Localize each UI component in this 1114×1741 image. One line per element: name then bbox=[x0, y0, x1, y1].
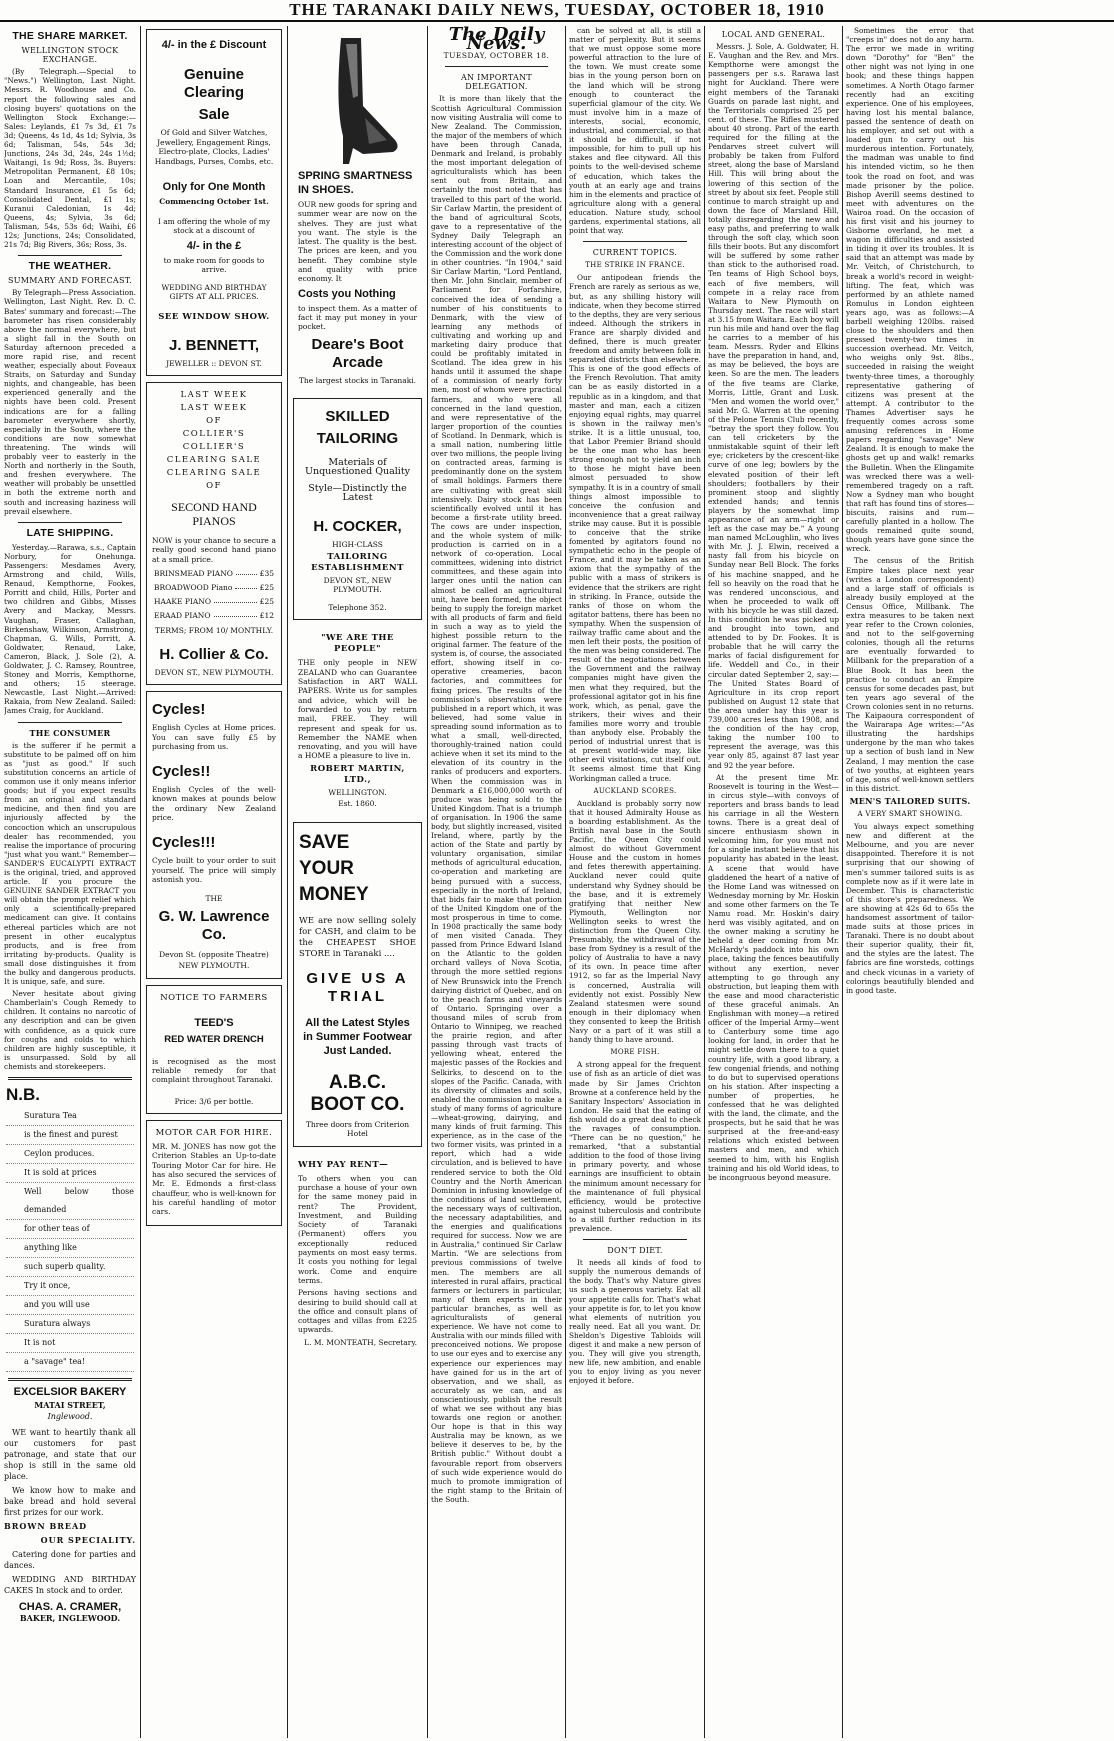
bakery-town: Inglewood. bbox=[47, 1412, 93, 1422]
column-6 bbox=[708, 26, 839, 1738]
collier-firm: H. Collier & Co. bbox=[159, 645, 269, 663]
clearing-sale-label: CLEARING SALE bbox=[166, 468, 262, 478]
rent-heading: WHY PAY RENT— bbox=[298, 1159, 389, 1170]
cocker-name: H. COCKER, bbox=[313, 518, 402, 536]
abc-boot-co-address: Three doors from Criterion Hotel bbox=[305, 1119, 410, 1139]
drench-price: Price: 3/6 per bottle. bbox=[174, 1096, 254, 1106]
rent-body-2: Persons having sections and desiring to build should call at the office and consult plans of cottages and villas from £225 upwards. bbox=[298, 1288, 417, 1335]
cycles-text-1: English Cycles at Home prices. You can save fully £5 by purchasing from us. bbox=[152, 723, 276, 751]
style-text: Style—Distinctly the Latest bbox=[308, 483, 407, 504]
cocker-grade: HIGH-CLASS bbox=[332, 540, 383, 550]
people-heading: "WE ARE THE PEOPLE" bbox=[321, 633, 394, 655]
share-market-subheading: WELLINGTON STOCK EXCHANGE. bbox=[21, 46, 119, 65]
room-text: to make room for goods to arrive. bbox=[163, 255, 265, 274]
skilled-label: SKILLED bbox=[325, 408, 390, 426]
martin-firm: ROBERT MARTIN, LTD., bbox=[310, 763, 405, 785]
chamberlain-body: Never hesitate about giving Chamberlain's Cough Remedy to children. It contains no narcotic of any description and can be given with confidence, as a quick cure for coughs and colds to which children are highly susceptible, it is unsurpassed. Sold by all chemists and storekeepers. bbox=[4, 989, 136, 1071]
boot-co-body: WE are now selling solely for CASH, and claim to be the CHEAPEST SHOE STORE in Taranaki .... bbox=[299, 915, 416, 959]
motor-heading: MOTOR CAR FOR HIRE. bbox=[155, 1128, 273, 1139]
cycles-heading-1: Cycles! bbox=[152, 701, 206, 719]
divider bbox=[583, 1239, 687, 1240]
tea-line: and you will use bbox=[6, 1296, 134, 1315]
column-rule bbox=[140, 26, 141, 1738]
collier-address: DEVON ST., NEW PLYMOUTH. bbox=[154, 667, 274, 677]
piano-name: BROADWOOD Piano bbox=[154, 582, 233, 592]
piano-price-row bbox=[154, 611, 274, 620]
shipping-heading: LATE SHIPPING. bbox=[26, 526, 114, 539]
discount-heading: 4/- in the £ Discount bbox=[161, 39, 267, 51]
tea-line: Suratura always bbox=[6, 1315, 134, 1334]
give-trial: GIVE US A TRIAL bbox=[306, 969, 409, 1005]
lawrence-address-1: Devon St. (opposite Theatre) bbox=[159, 949, 269, 959]
bakery-prizes: We know how to make and bake bread and hold several first prizes for our work. bbox=[4, 1486, 136, 1518]
clearing-sale-label: CLEARING SALE bbox=[166, 455, 262, 465]
save-label: SAVE bbox=[299, 831, 350, 853]
column-5 bbox=[569, 26, 701, 1738]
clearing-title-2: Sale bbox=[198, 106, 230, 123]
tea-line: anything like bbox=[6, 1239, 134, 1258]
consumer-body: is the sufferer if he permit a substitute to be palmed off on him as "just as good." If such substitution concerns an article of common use it only means inferior goods; but if you expect results from an original and standard medicine, and then find you are injuriously affected by the concoction which an unscrupulous dealer has recommended, you realise the importance of procuring "just what you want." Remember—SANDER'S EUCALYPTI EXTRACT is the original, tried, and approved article. If you procure the GENUINE SANDER EXTRACT you will obtain the prompt relief which only a scientifically-prepared medicament can give. It contains ethereal particles which are not present in other eucalyptus products, and is free from irritating by-products. Quality is small dose distinguishes it from the bulky and dangerous products. It is unique, safe, and sure. bbox=[4, 740, 136, 987]
window-show: SEE WINDOW SHOW. bbox=[158, 311, 270, 322]
column-rule bbox=[842, 26, 843, 1738]
last-week: LAST WEEK bbox=[180, 390, 248, 400]
robert-martin-ad bbox=[293, 626, 422, 815]
share-market-body: (By Telegraph.—Special to "News.") Wellington, Last Night. Messrs. R. Woodhouse and Co. report the following sales and closing buyers' quotations on the Wellington Stock Exchange:—Sales: Leylands, £1 7s 3d, £1 7s 3d; Queens, 4s 1d, 4s 1d; Sylvia, 3s 6d; Talisman, 54s, 54s 3d; Junctions, 24s 3d, 24s, 24s 1½d; Waitangi, 1s 9d; Ross, 3s. Buyers: Metropolitan Permanent, £8 10s; Loan and Mercantile, 10s; Standard Insurance, £1 5s 6d; Consolidated Dental, £1 1s; Kuranui Caledonian, 1s 4d; Queens, 4s; Sylvia, 3s 6d; Talisman, 54s, 53s 6d; Waihi, £6 12s; Junctions, 24s; Consolidated, 21s 7d; Big Rivers, 36s; Ross, 3s. bbox=[4, 67, 136, 250]
newspaper-masthead: THE TARANAKI DAILY NEWS, TUESDAY, OCTOBER 18, 1910 bbox=[0, 0, 1114, 22]
current-topics-heading: CURRENT TOPICS. bbox=[592, 248, 678, 258]
column-rule bbox=[704, 26, 705, 1738]
piano-name: ERAAD PIANO bbox=[154, 611, 211, 621]
offer-text: I am offering the whole of my stock at a discount of bbox=[157, 216, 271, 235]
teeds-name: TEED'S bbox=[194, 1016, 234, 1029]
piano-terms: TERMS; FROM 10/ MONTHLY. bbox=[154, 626, 274, 636]
share-market-heading: THE SHARE MARKET. bbox=[12, 30, 128, 42]
divider bbox=[583, 241, 687, 242]
second-hand-pianos: SECOND HAND PIANOS bbox=[171, 500, 257, 528]
your-label: YOUR bbox=[299, 857, 354, 879]
tea-line: Suratura Tea bbox=[6, 1107, 134, 1126]
lawrence-cycles-ad bbox=[146, 691, 282, 978]
of-label: OF bbox=[206, 481, 222, 491]
tea-line: It is sold at prices bbox=[6, 1164, 134, 1183]
delegation-body: It is more than likely that the Scottish Agricultural Commission now visiting Australia will come to New Zealand. The Commission, the major of the members of which have been through Canada, Denmark and Ireland, is probably the most important delegation of agriculturalists which has been sent out from Britain, and certainly the most noted that has travelled to this part of the world. Sir Carlaw Martin, the president of the band of agricultural Scots, gave to a representative of the Sydney Daily Telegraph an interesting account of the object of the Commission and the work done in other countries. "In 1904," said Sir Carlaw Martin, "Lord Pentland, then Mr. John Sinclair, member of Parliament for Forfarshire, conceived the idea of sending a number of his constituents to Denmark, with the view of learning any methods of cultivating and working up and marketing dairy produce that could be profitably imitated in Scotland. The idea grew in his hands until it assumed the shape of a commission of nearly forty men, most of whom were practical farmers, and who were all concerned in the land question, and were representative of the larger proportion of the counties of Scotland. In Denmark, which is a small nation, numbering little over two millions, the people living on contracted areas, farming is predominantly done on the system of small holdings. Farmers there are cultivating with great skill intensively. Dairy stock has been scientifically evolved until it has become a first-rate utility breed. The cows are under inspection, and the whole system of milk-production is carried on in a network of co-operation. Local committees, widening into district committees, and these again into larger ones until the nation can almost be called an agricultural unit, have been formed, the object being to supply the foreign market with all products of farm and field in such a way as to yield the highest possible return to the original farmer. The feature of the system is, of course, the associated effort, showing itself in co-operative creameries, bacon factories, and committees for fixing prices. The results of the commission's observations were published in a report which, it was believed, had some value in spreading sound information as to what a small, well-directed, thoroughly-trained nation could achieve when it set its mind to the elevation of its country in the ranks of producers and exporters. When the commission was in Denmark a £16,000,000 worth of produce was being sold to the United Kingdom. That is a triumph of organisation. In 1906 the same body, but slightly increased, visited Ireland, where, partly by the action of the State and partly by voluntary organisation, similar methods of agricultural education, co-operation and marketing are being pursued with a success, especially in the north of Ireland, that bids fair to make that portion of the United Kingdom one of the most prosperous in time to come. In 1908 practically the same body of men visited Canada. They passed from Prince Edward Island on the Atlantic to the golden orchard valleys of Nova Scotia, through the more settled regions of New Brunswick into the French dairying district of Quebec, and on to the peach farms and vineyards of Ontario. Springing over a thousand miles of scrub from Ontario to Winnipeg, we reached the prairie region, and after passing through vast tracts of yellowing wheat, entered the majestic passes of the Rockies and Selkirks, to descend on to the slopes of the Pacific. Canada, with its diversity of climates and soils, enabled the commission to make a study of many forms of agriculture—wheat-growing, dairying, and many kinds of fruit farming. This experience, as in the case of the two former visits, was printed in a report, which had a wide circulation, and is believed to have rendered service to both the Old Country and the North American Dominion in infusing knowledge of the conditions of land settlement, the necessary ways of cultivation, the necessary adaptabilities, and the energies and qualifications required for success. Now we are in Australia," continued Sir Carlaw Martin. "We are selections from previous commissions of twelve men. The members are all interested in rural affairs, practical farmers or lecturers in particular, many of them experts in their particular branches, as well as agriculturalists of general experience. We have not come to Australia with our minds filled with preconceived notions. We propose to use our eyes and to exercise any experience our experiences may have gained for us in the art of observation, and we shall, as accurately as we can, and as conscientiously, publish the result of what we see without any bias towards one region or another. Our hope is that in this way Australia may be known, as we believe it deserves to be, by the British public." Without doubt a favourable report from observers of such wide experience would do much to promote immigration of the right stamp to the Britain of the South. bbox=[431, 94, 562, 1504]
dot-leader bbox=[214, 597, 257, 603]
piano-price: £25 bbox=[259, 582, 274, 592]
piano-name: BRINSMEAD PIANO bbox=[154, 568, 233, 578]
building-society-ad bbox=[293, 1153, 422, 1352]
dot-leader bbox=[214, 611, 257, 617]
divider bbox=[18, 255, 122, 256]
divider bbox=[8, 1378, 132, 1381]
column-1 bbox=[4, 26, 136, 1738]
tea-line: Ceylon produces. bbox=[6, 1145, 134, 1164]
suits-subheading: A VERY SMART SHOWING. bbox=[857, 809, 963, 818]
lawrence-firm: G. W. Lawrence Co. bbox=[158, 907, 270, 943]
tea-line: Well below those demanded bbox=[6, 1183, 134, 1220]
boot-co-styles: All the Latest Styles in Summer Footwear Just Landed. bbox=[303, 1016, 412, 1057]
rent-body: To others when you can purchase a house of your own for the same money paid in rent? The Provident, Investment, and Building Society of Taranaki (Permanent) offers you exceptionally reduced payments on most easy terms. It costs you nothing for legal work. Come and enquire terms. bbox=[298, 1173, 417, 1285]
divider bbox=[8, 1077, 132, 1080]
motor-body: MR. M. JONES has now got the Criterion Stables an Up-to-date Touring Motor Car for hire. He has also secured the services of Mr. E. Edmonds a first-class chauffeur, who is well-known for his careful handling of motor cars. bbox=[152, 1142, 276, 1217]
shoe-icon bbox=[313, 36, 403, 166]
excelsior-bakery-ad bbox=[4, 1387, 136, 1624]
pianos-now-text: NOW is your chance to secure a really good second hand piano at a small price. bbox=[152, 536, 276, 564]
weather-body: By Telegraph—Press Association. Wellington, Last Night. Rev. D. C. Bates' summary and forecast:—The barometer has risen considerably above the normal everywhere, but a slight fall in the South on Saturday afternoon preceded a more rapid rise, and recent weather, especially about Foveaux Straits, on Saturday and Sunday nights, and changeable, has been experienced generally and the nights have been cold. Present indications are for a falling barometer everywhere shortly, especially in the South, where the conditions are now somewhat threatening. The winds will probably veer to easterly in the North and northerly in the South, and freshen everywhere. The weather will probably be unsettled in both the extreme north and south and increasing haziness will prevail elsewhere. bbox=[4, 288, 136, 516]
census-body: The census of the British Empire takes place next year (writes a London correspondent) and a large staff of officials is already busily employed at the Census Office, Millbank. The extra measures to be taken next year refer to the Crown colonies, and not to the self-governing colonies, though all the returns are eventually forwarded to Millbank for the preparation of a Blue Book. It has been the practice to conduct an Empire census for some decades past, but ten years ago several of the Crown colonies sent in no returns. The Kaipaoura correspondent of the Wairarapa Age writes:—"As illustrating the hardships undergone by the man who takes up a section of bush land in New Zealand, I may mention the case of two youths, at eighteen years of age, sons of well-known settlers in this district. bbox=[846, 556, 974, 793]
dont-diet-body: It needs all kinds of food to supply the numerous demands of the body. That's why Nature gives us such a generous variety. Eat all your appetite calls for. That's what your appetite is for, to let you know what elements of nutrition you really need. Eat all you want. Dr. Sheldon's Digestive Tabloids will digest it and make a new person of you. They will give you strength, new life, new ambition, and enable you to enjoy living as you never enjoyed it before. bbox=[569, 1258, 701, 1386]
lawrence-address-2: NEW PLYMOUTH. bbox=[178, 961, 250, 971]
bakery-speciality: OUR SPECIALITY. bbox=[40, 1535, 136, 1546]
column-rule bbox=[565, 26, 566, 1738]
suits-heading: MEN'S TAILORED SUITS. bbox=[849, 795, 971, 806]
bakery-street: MATAI STREET, bbox=[34, 1400, 106, 1411]
bennett-name: J. BENNETT, bbox=[168, 336, 259, 354]
costs-body: to inspect them. As a matter of fact it may put money in your pocket. bbox=[298, 303, 417, 332]
roosevelt-body: At the present time Mr. Roosevelt is touring in the West—in circus style—with convoys of reporters and brass bands to lead his carriage in all the Western towns. There is a great deal of sincere enthusiasm shown in welcoming him, for you must not for a single instant believe that his popularity has abated in the least. A scene that would have gladdened the heart of a native of the Home Land was witnessed on Wednesday morning by Mr. Hoskin and some other farmers on the Te Namu road. Mr. Hoskin's dairy herd was visibly agitated, and on the owner making a scrutiny he beheld a deer coming from Mr. McHardy's paddock into his own place, taking the fences beautifully without any exertion, never attempting to go through any obstruction, but leaping them with the ease and mood characteristic of these graceful animals. An Englishman with money—a retired officer of the Imperial Army—went to Canterbury some time ago looking for land, in order that he might settle down there to a quiet country life, with a good library, a few congenial friends, and nothing to do but to supervised operations on his station. After inspecting a number of properties, he confessed that he was delighted with the land, the climate, and the prospects, but he said that he was surprised at the free-and-easy relations which existed between masters and men, and which seemed to him, with his English training and his old World ideas, to be incongruous beyond measure. bbox=[708, 772, 839, 1182]
tea-line: Try it once, bbox=[6, 1277, 134, 1296]
auckland-heading: AUCKLAND SCORES. bbox=[593, 786, 677, 795]
farmers-notice: NOTICE TO FARMERS bbox=[160, 992, 268, 1003]
dont-diet-heading: DON'T DIET. bbox=[607, 1246, 663, 1256]
cocker-tailoring-ad bbox=[293, 398, 422, 620]
deares-tag: The largest stocks in Taranaki. bbox=[298, 375, 417, 385]
delegation-heading: AN IMPORTANT DELEGATION. bbox=[460, 73, 533, 92]
teeds-drench-ad bbox=[146, 985, 282, 1114]
cycles-text-3: Cycle built to your order to suit yourself. The price will simply astonish you. bbox=[152, 856, 276, 884]
bakery-owner-sub: BAKER, INGLEWOOD. bbox=[19, 1613, 121, 1624]
piano-price: £25 bbox=[259, 597, 274, 607]
fish-heading: MORE FISH. bbox=[610, 1048, 660, 1057]
local-general-body: Messrs. J. Sole, A. Goldwater, H. E. Vaughan and the Rev. and Mrs. Kempthorne were amongst the passengers per s.s. Rarawa last night for Auckland. There were eight members of the Taranaki Guards on parade last night, and the Territorials comprised 25 per cent. of these. The Rifles mustered about 40 strong. Part of the earth required for the filling at the Pendarves street culvert will probably be taken from Fulford street, along the base of Marsland Hill. This will bring about the lowering of this section of the street by about six feet. People still continue to march straight up and down the face of Marsland Hill, totally disregarding the new and easy paths, and preferring to walk through the soft clay, which soon fills their boots. But any discomfort will be suffered by some rather than stick to the authorised road. Ten teams of High School boys, each of five members, will compete in a relay race from Waitara to New Plymouth on Thursday next. The race will start at 3.15 from Waitara. Each boy will run his mile and hand over the flag he carries to a member of his team. Messrs. Ryder and Elkins have the preparation in hand, and, as may be believed, the boys are keen. So are the men. The leaders of the five teams are Clarke, Morris, Little, Grant and Lusk. "Men and women the world over," said Mr. G. Warren at the opening of the Pelone Tennis Club recently, "betray the sport they follow. You can tell cricketers by the unmistakable squint of their left eye; cricketers by the crescent-like curve of one leg; bowlers by the elevated position of their left shoulders; footballers by their prominent stoop and slightly extended hands; and tennis players by the somewhat limp appearance of an arm—right or left as the case may be." A young man named McLoughlin, who lives with Mr. J. J. Elwin, received a nasty fall from his bicycle on Sunday near Bell Block. The forks of his machine snapped, and he fell so heavily on the road that he was rendered unconscious, and when he proceeded to walk off with his bicycle he was still dazed. In this condition he was picked up and brought into town, and attended to by Dr. Fookes. It is probable that he will carry the marks of facial disfigurement for life. Weddell and Co., in their circular dated September 2, say:—The United States Board of Agriculture in its crop report published on August 12 state that the area under hay this year is 739,000 acres less than 1908, and the condition of the hay crop, taking the number 100 to represent the average, was this year only 85, against 87 last year and 92 the year before. bbox=[708, 42, 839, 770]
editorial-continued: can be solved at all, is still a matter of perplexity. But it seems that we must oppose some more powerful attraction to the lure of the town. We must create some bias in the young person born on the land which will be strong enough to counteract the superficial glamour of the city. We must involve him in a maze of interests, social, economic, industrial, and commercial, so that it should be difficult, if not impossible, for him to pull up his stakes and flee cityward. All this points to the well-devised scheme of education, which takes the youth at an early age and trains him in the elements and practice of agriculture along with a general education. Nature study, school gardens, experimental stations, all point that way. bbox=[569, 26, 701, 236]
bakery-brown-bread: BROWN BREAD bbox=[4, 1521, 88, 1532]
deares-shoes-ad bbox=[293, 29, 422, 392]
column-7-body: Sometimes the error that "creeps in" does not do any harm. The error we made in writing down "Dorothy" for "Ben" the other night was not lying in one book; and these things happen sometimes. A North Otago farmer recently had an exciting experience. One of his employees, having lost his mental balance, passed the sentence of death on his employer, and set out with a loaded gun to carry out his murderous intention. Fortunately, the madman was unable to find his intended victim, so he then took the road on foot, and was made prisoner by the police. Bishop Averill seems destined to meet with adventures on the Wairoa road. On the occasion of his first visit and his journey to Gisborne overland, he met a wagon in difficulties and assisted in tiding it over its troubles. It is said that an attempt was made by Mr. Veitch, of Christchurch, to break a world's record in weight-lifting. The feat, which was performed by an athlete named Romulus in London eighteen years ago, was as follows:—A barbell weighing 120lbs. raised close to the shoulders and then pressed twenty-two times in succession overhead. Mr. Veitch, who weighs only 9st. 8lbs., succeeded in raising the weight twenty-three times, a thoroughly representative gathering of citizens was present at the attempt. A contributor to the Thames Advertiser says he frequently comes across some amusing references in Home papers regarding "savage" New Zealand. It is enough to make the ghosts get up and walk! remarks the Bulletin. When the Elingamite was wrecked there was a well-remembered tragedy on a raft. Now a Sydney man who bought that raft has found tins of stores—biscuits, raisins and rum—carefully planted in a hollow. The goods remained quite sound, though years have gone since the wreck. bbox=[846, 26, 974, 554]
cocker-telephone: Telephone 352. bbox=[328, 602, 387, 612]
dot-leader bbox=[235, 583, 256, 589]
column-rule bbox=[287, 26, 288, 1738]
bennett-trade: JEWELLER :: DEVON ST. bbox=[166, 358, 262, 368]
tailoring-label: TAILORING bbox=[316, 430, 399, 448]
strike-body: Our antipodean friends the French are rarely as serious as we, but, as any shilling history will indicate, when they become stirred to the depths, they are very serious indeed. Although the strikers in France are sharply divided and defined, there is much greater freedom and amity between folk in separated districts than elsewhere. This is one of the good effects of the French Revolution. That amity can be as easily distorted in a republic as in a kingdom, and that master and man, each a citizen enjoying equal rights, may quarrel is shown in the railway men's strike. It is a little unusual, too, that Labor Premier Briand should be the one man who has been strong enough not to yield an inch to those he might have been almost persuaded to show sympathy. It is in a country of small things almost impossible to conceive the confusion and inconvenience that a great railway strike may cause. But it is possible to conceive that the strike fomented by agitators found no sympathetic echo in the people of France, and it may be taken as an axiom that the sympathy of the public with a mass of strikers is evidence that the strikers are right in striking. In France, outside the ranks of those on whom the agitator battens, there has been no sympathy. When the suspension of railway traffic came about and the men left their posts, the position of the men was being considered. The result of the negotiations between the Government and the railway companies might have given the men what they required, but the professional agitator got in his fine work, which, as penal, gave the strikers, their wives and their families more worry and trouble than anybody else. Probably the period of industrial unrest that is at present world-wide may, like other evil visitations, cut itself out. It seems almost time that King Workingman called a truce. bbox=[569, 273, 701, 783]
shipping-body: Yesterday.—Rarawa, s.s., Captain Norbury, for Onehunga. Passengers: Mesdames Avery, Armstrong and child, Wills, Renaud, Kempthorne, Fookes, Porritt and child, Hills, Porter and two children and Gibbs, Misses Avery and Mackay, Messrs. Vaughan, Fraser, Callaghan, Birkenshaw, Wilkinson, Armstrong, Chapman, G. Wills, Porritt, A. Goldwater, Renaud, Lake, Cameron, Black, J. Sole (2), A. Goldwater, J. C. Ramsey, Rountree, Stoney and Morris, Kempthorne, and others; 15 steerage. Newcastle, Last Night.—Arrived: Rakaia, from New Zealand. Sailed: James Craig, for Auckland. bbox=[4, 542, 136, 716]
bakery-thanks: WE want to heartily thank all our customers for past patronage, and state that our shop is still in the same old place. bbox=[4, 1428, 136, 1482]
martin-city: WELLINGTON. bbox=[328, 787, 387, 797]
tea-line: It is not bbox=[6, 1334, 134, 1353]
discount-amount: 4/- in the £ bbox=[186, 239, 242, 252]
clearing-title-1: Genuine Clearing bbox=[183, 66, 244, 101]
money-label: MONEY bbox=[299, 883, 369, 905]
costs-nothing: Costs you Nothing bbox=[298, 287, 396, 300]
motor-car-ad bbox=[146, 1120, 282, 1225]
bakery-owner: CHAS. A. CRAMER, bbox=[18, 1601, 122, 1614]
cocker-address: DEVON ST., NEW PLYMOUTH. bbox=[323, 575, 392, 595]
column-4 bbox=[431, 26, 562, 1738]
dot-leader bbox=[236, 569, 257, 575]
divider bbox=[18, 722, 122, 723]
tea-line: a "savage" tea! bbox=[6, 1353, 134, 1372]
piano-price-row bbox=[154, 569, 274, 578]
daily-news-title: The Daily News. bbox=[448, 26, 545, 55]
bakery-name: EXCELSIOR BAKERY bbox=[13, 1386, 127, 1399]
piano-name: HAAKE PIANO bbox=[154, 597, 211, 607]
cycles-heading-3: Cycles!!! bbox=[152, 834, 216, 852]
colliers-label: COLLIER'S bbox=[182, 429, 246, 439]
divider bbox=[18, 522, 122, 523]
abc-boot-co-name: A.B.C. BOOT CO. bbox=[310, 1071, 405, 1115]
commencing-date: Commencing October 1st. bbox=[159, 197, 269, 206]
shoes-body: OUR new goods for spring and summer wear are now on the shelves. They are just what you want. The style is the latest. The quality is the best. The prices are keen, and you benefit. They combine style and quality with price economy. It bbox=[298, 200, 417, 284]
tea-line: is the finest and purest bbox=[6, 1126, 134, 1145]
drench-product: RED WATER DRENCH bbox=[164, 1033, 264, 1045]
column-2 bbox=[144, 26, 284, 1738]
cycles-text-2: English Cycles of the well-known makes at pounds below the ordinary New Zealand price. bbox=[152, 785, 276, 823]
piano-price: £35 bbox=[259, 568, 274, 578]
weather-subheading: SUMMARY AND FORECAST. bbox=[7, 276, 133, 286]
clearing-items: Of Gold and Silver Watches, Jewellery, Engagement Rings, Electro-plate, Clocks, Ladies' Handbags, Purses, Combs, etc. bbox=[154, 128, 274, 166]
column-rule bbox=[427, 26, 428, 1738]
cycles-the: THE bbox=[205, 894, 223, 904]
fish-body: A strong appeal for the frequent use of fish as an article of diet was made by Sir James Crichton Browne at a conference held by the Sanitary Inspectors' Association in London. He said that the eating of fish would do a great deal to check the ravages of consumption. "There can be no question," he remarked, "that a substantial addition to the food of those living in primary poverty, and whose earnings are insufficient to obtain the minimum amount necessary for the maintenance of full physical efficiency, would be protective against tuberculosis and contribute to a still further reduction in its prevalence. bbox=[569, 1060, 701, 1233]
martin-est: Est. 1860. bbox=[338, 799, 377, 809]
local-general-heading: LOCAL AND GENERAL. bbox=[721, 30, 826, 39]
weather-heading: THE WEATHER. bbox=[28, 260, 112, 273]
drench-body: is recognised as the most reliable remedy for that complaint throughout Taranaki. bbox=[152, 1056, 276, 1085]
tea-line: such superb quality. bbox=[6, 1258, 134, 1277]
tea-line: for other teas of bbox=[6, 1220, 134, 1239]
deares-name: Deare's Boot Arcade bbox=[311, 335, 404, 371]
of-label: OF bbox=[206, 416, 222, 426]
piano-price-row bbox=[154, 583, 274, 592]
last-week: LAST WEEK bbox=[180, 403, 248, 413]
materials-text: Materials of Unquestioned Quality bbox=[304, 457, 411, 478]
suratura-tea-ad bbox=[6, 1086, 134, 1372]
bennett-clearing-sale-ad bbox=[146, 29, 282, 376]
column-7 bbox=[846, 26, 1110, 1738]
suits-body: You always expect something new and different at the Melbourne, and you are never disappointed. Therefore it is not surprising that our showing of men's summer tailored suits is as complete now as if it were late in December. This is characteristic of this store's preparedness. We are showing at 42s 6d to 65s the handsomest assortment of tailor-made suits at those prices in Taranaki. There is no doubt about their superior quality, their fit, and the styles are the latest. The fabrics are fine worsteds, cottings and check vicunas in a variety of colorings beautifully blended and in good taste. bbox=[846, 822, 974, 995]
collier-pianos-ad bbox=[146, 382, 282, 685]
cocker-establishment: TAILORING ESTABLISHMENT bbox=[311, 551, 404, 573]
colliers-label: COLLIER'S bbox=[182, 442, 246, 452]
editorial-dateline: TUESDAY, OCTOBER 18. bbox=[443, 51, 550, 61]
one-month-heading: Only for One Month bbox=[162, 181, 266, 193]
piano-price-row bbox=[154, 597, 274, 606]
bakery-catering: Catering done for parties and dances. bbox=[4, 1550, 136, 1571]
auckland-body: Auckland is probably sorry now that it housed Admiralty House as a boarding establishment. As the British naval base in the South Pacific, the Queen City could almost do without Government House and the custom in homes and fetes therewith appertaining. Auckland never could quite understand why Sydney should be the base, and it is extremely gratifying that neither New Plymouth, Wellington nor Wellington seeks to wrest the distinction from the Queen City. Presumably, the withdrawal of the base from Sydney is a result of the policy of Australia to have a navy of its own. In peace time after 1912, so far as the Imperial Navy is concerned, Australia will evidently not exist. Possibly New Zealand statesmen were sound enough in their diplomacy when they consented to keep the British Navy or a part of it was still a handy thing to have around. bbox=[569, 798, 701, 1045]
people-body: THE only people in NEW ZEALAND who can Guarantee Satisfaction in ART WALL PAPERS. Write us for samples and advice, which will be forwarded to you by return mail, FREE. They will represent and speak for us. Remember the NAME when renovating, and you will have a HOME a pleasure to live in. bbox=[298, 658, 417, 761]
rent-signature: L. M. MONTEATH, Secretary. bbox=[304, 1337, 417, 1347]
piano-price: £12 bbox=[259, 611, 274, 621]
gifts-text: WEDDING AND BIRTHDAY GIFTS AT ALL PRICES. bbox=[161, 282, 267, 301]
cycles-heading-2: Cycles!! bbox=[152, 763, 211, 781]
tea-nb: N.B. bbox=[6, 1085, 40, 1105]
abc-boot-co-ad bbox=[293, 822, 422, 1147]
consumer-heading: THE CONSUMER bbox=[29, 727, 111, 738]
strike-heading: THE STRIKE IN FRANCE. bbox=[585, 261, 685, 270]
shoes-heading: SPRING SMARTNESS IN SHOES. bbox=[298, 170, 413, 196]
bakery-cakes: WEDDING AND BIRTHDAY CAKES In stock and to order. bbox=[4, 1575, 136, 1596]
divider bbox=[445, 66, 548, 67]
column-3 bbox=[291, 26, 424, 1738]
